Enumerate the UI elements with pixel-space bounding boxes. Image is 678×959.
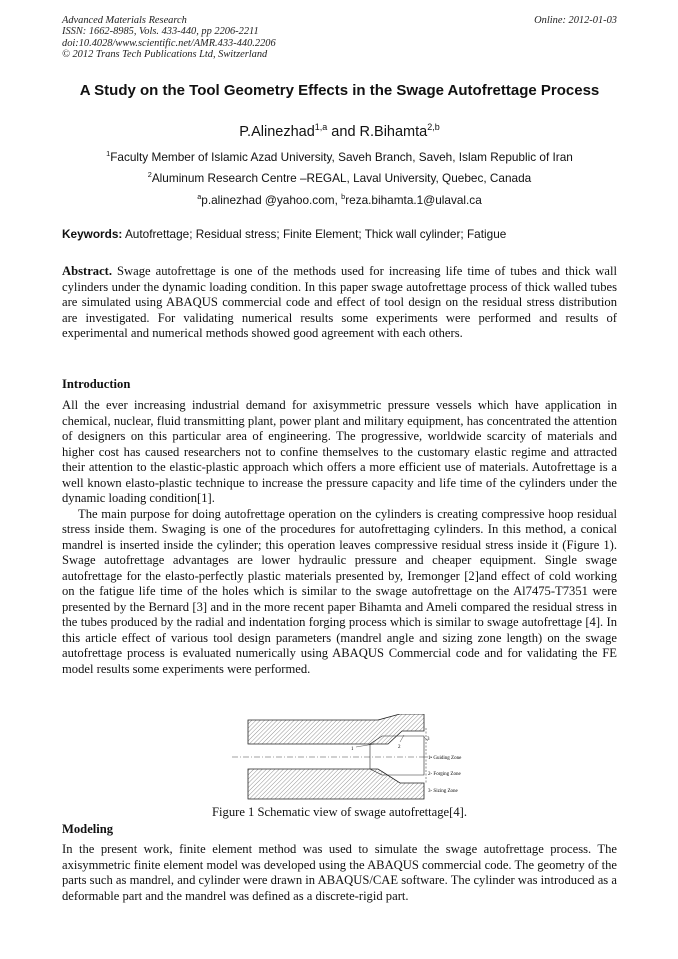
author-1-sup: 1,a [314, 122, 328, 133]
email-b-sup: b [341, 192, 346, 202]
figure-label-1: 1 [351, 747, 354, 752]
introduction-paragraph-2: The main purpose for doing autofrettage operation on the cylinders is creating compressive hoop residual stress inside them. Swaging is one of the procedures for autofrettaging cylinders. In this method, a conical mandrel is inserted inside the cylinder; this operation leaves compressive residual stress inside it (Figure 1). Swage autofrettage advantages are lower hydraulic pressure and cheaper equipment. Single swage autofrettage for the elasto-perfectly plastic materials presented by, Iremonger [2]and effect of cold working on the fatigue life time of the holes which is similar to the swage autofrettage on the Al7475-T7351 were presented by the Bernard [3] and in the more recent paper Bihamta and Ameli compared the residual stress in the tubes produced by the radial and indentation forging process which is similar to swage autofrettage [4]. In this article effect of various tool design parameters (mandrel angle and sizing zone length) on the swage autofrettage process is evaluated numerically using ABAQUS Commercial code and for validating the FE model results some experiments were performed. [62, 506, 617, 676]
modeling-section [62, 842, 617, 904]
figure-label-2: 2 [398, 745, 401, 750]
figure-legend-1: 1- Guiding Zone [428, 756, 462, 761]
issn-line: ISSN: 1662-8985, Vols. 433-440, pp 2206-2211 [62, 26, 259, 38]
cylinder-wall-bottom [248, 769, 424, 799]
affiliation-1 [62, 150, 617, 164]
doi-line[interactable]: doi:10.4028/www.scientific.net/AMR.433-440.2206 [62, 37, 276, 49]
affiliation-2-sup: 2 [147, 170, 152, 180]
figure-label-3: 3 [427, 737, 430, 742]
abstract-text: Swage autofrettage is one of the methods used for increasing life time of tubes and thick wall cylinders under the dynamic loading condition. In this paper swage autofrettage process of thick walled tubes are simulated using ABAQUS commercial code and effect of tool design on the residual stress distribution are investigated. For validating numerical results some experiments were performed and results of experimental and numerical methods showed good agreement with each others. [62, 264, 617, 340]
introduction-section [62, 398, 617, 677]
introduction-heading: Introduction [62, 377, 131, 391]
affiliation-2-text: Aluminum Research Centre –REGAL, Laval University, Quebec, Canada [151, 171, 532, 185]
journal-name: Advanced Materials Research [62, 15, 187, 26]
author-1: P.Alinezhad [239, 124, 315, 140]
keywords-text: Autofrettage; Residual stress; Finite Element; Thick wall cylinder; Fatigue [122, 227, 507, 241]
affiliation-1-sup: 1 [106, 149, 111, 159]
figure-legend-2: 2- Forging Zone [428, 772, 461, 777]
affiliation-2 [62, 171, 617, 185]
modeling-paragraph-1: In the present work, finite element method was used to simulate the swage autofrettage process. The axisymmetric finite element model was developed using the ABAQUS commercial code. The geometry of the parts such as mandrel, and cylinder were drawn in ABAQUS/CAE software. The cylinder was introduced as a deformable part and the mandrel was defined as a discrete-rigid part. [62, 842, 617, 903]
email-b[interactable]: reza.bihamta.1@ulaval.ca [345, 193, 482, 207]
author-2: R.Bihamta [359, 124, 428, 140]
author-line [62, 123, 617, 141]
author-2-sup: 2,b [427, 122, 440, 133]
copyright-line: © 2012 Trans Tech Publications Ltd, Switzerland [62, 49, 268, 61]
online-date: Online: 2012-01-03 [534, 15, 617, 26]
figure-caption: Figure 1 Schematic view of swage autofrettage[4]. [212, 805, 467, 819]
cylinder-wall-top [248, 714, 424, 744]
publication-header [62, 15, 617, 61]
abstract-section [62, 264, 617, 342]
email-line [62, 193, 617, 207]
swage-schematic-figure [228, 714, 488, 802]
author-conjunction: and [327, 124, 360, 140]
modeling-heading: Modeling [62, 822, 114, 836]
affiliation-1-text: Faculty Member of Islamic Azad University, Saveh Branch, Saveh, Islam Republic of Iran [110, 150, 573, 164]
email-a[interactable]: p.alinezhad @yahoo.com, [201, 193, 342, 207]
paper-title: A Study on the Tool Geometry Effects in the Swage Autofrettage Process [79, 82, 600, 99]
abstract-label: Abstract. [62, 264, 113, 278]
email-a-sup: a [197, 192, 202, 202]
keywords-line [62, 227, 617, 241]
keywords-label: Keywords: [62, 227, 123, 241]
leader-line-1 [356, 744, 374, 747]
introduction-paragraph-1: All the ever increasing industrial demand for axisymmetric pressure vessels which have application in chemical, nuclear, fluid transmitting plant, power plant and military equipment, has concentrated the attention of designers on this particular area of engineering. The progressive, worldwide scarcity of materials and higher cost has caused researchers not to confine themselves to the customary elastic regime and attracted their attention to the elastic-plastic approach which offers a more efficient use of materials. Autofrettage is a well known elasto-plastic technique to increase the pressure capacity and life time of the cylinders under the dynamic loading condition[1]. [62, 398, 617, 505]
figure-legend-3: 3- Sizing Zone [428, 789, 458, 794]
